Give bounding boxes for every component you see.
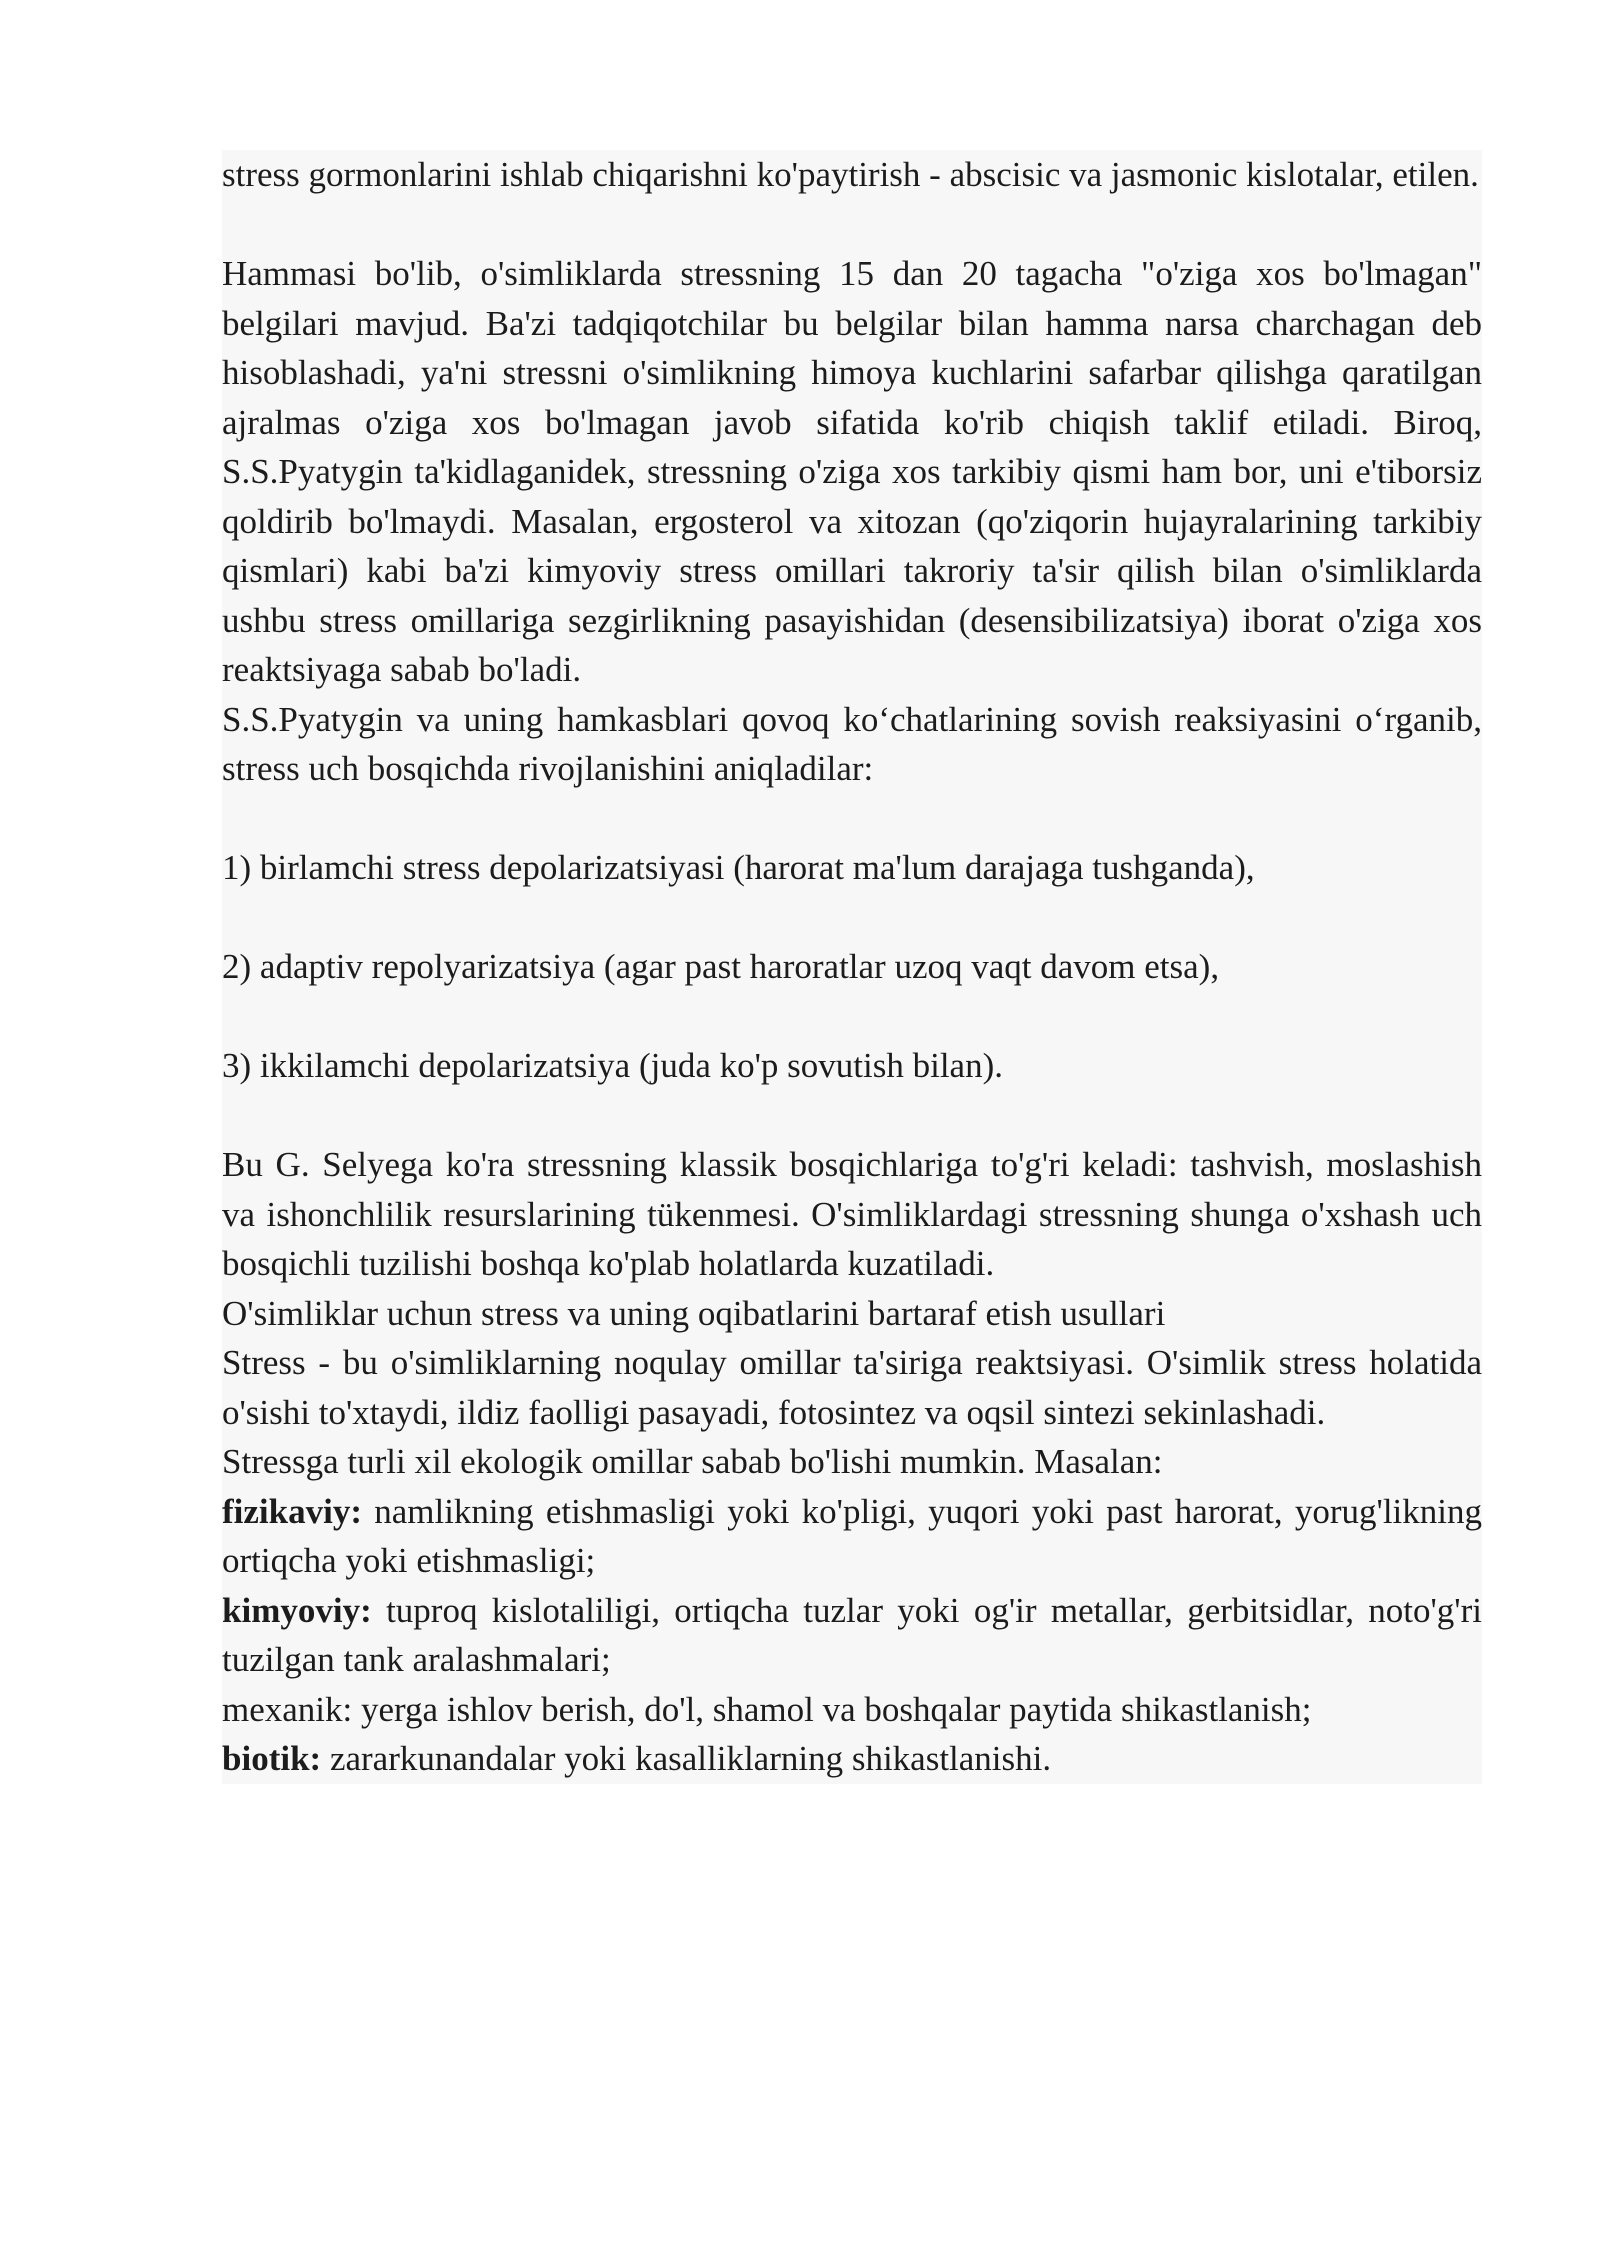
factor-text: namlikning etishmasligi yoki ko'pligi, yuqori yoki past harorat, yorug'likning ortiqcha yoki etishmasligi; (222, 1491, 1482, 1580)
paragraph: S.S.Pyatygin va uning hamkasblari qovoq ko‘chatlarining sovish reaksiyasini o‘rganib, stress uch bosqichda rivojlanishini aniqladilar: (222, 699, 1482, 788)
factor-label: kimyoviy: (222, 1590, 372, 1630)
paragraph-spacer (222, 992, 1482, 1042)
stage-item: 3) ikkilamchi depolarizatsiya (juda ko'p sovutish bilan). (222, 1046, 1003, 1085)
stage-item: 1) birlamchi stress depolarizatsiyasi (harorat ma'lum darajaga tushganda), (222, 848, 1255, 887)
paragraph: Stressga turli xil ekologik omillar sabab bo'lishi mumkin. Masalan: (222, 1442, 1163, 1481)
paragraph-spacer (222, 893, 1482, 943)
paragraph-spacer (222, 200, 1482, 250)
paragraph: Bu G. Selyega ko'ra stressning klassik bosqichlariga to'g'ri keladi: tashvish, moslashish va ishonchlilik resurslarining tükenmesi. O'simliklardagi stressning shunga o'xshash uch bosqichli tuzilishi boshqa ko'plab holatlarda kuzatiladi. (222, 1145, 1482, 1283)
paragraph: Hammasi bo'lib, o'simliklarda stressning 15 dan 20 tagacha "o'ziga xos bo'lmagan" belgilari mavjud. Ba'zi tadqiqotchilar bu belgilar bilan hamma narsa charchagan deb hisoblashadi, ya'ni stressni o'simlikning himoya kuchlarini safarbar qilishga qaratilgan ajralmas o'ziga xos bo'lmagan javob sifatida ko'rib chiqish taklif etiladi. Biroq, S.S.Pyatygin ta'kidlaganidek, stressning o'ziga xos tarkibiy qismi ham bor, uni e'tiborsiz qoldirib bo'lmaydi. Masalan, ergosterol va xitozan (qo'ziqorin hujayralarining tarkibiy qismlari) kabi ba'zi kimyoviy stress omillari takroriy ta'sir qilish bilan o'simliklarda ushbu stress omillariga sezgirlikning pasayishidan (desensibilizatsiya) iborat o'ziga xos reaktsiyaga sabab bo'ladi. (222, 254, 1482, 689)
factor-text: zararkunandalar yoki kasalliklarning shikastlanishi. (321, 1739, 1052, 1778)
paragraph-spacer (222, 1091, 1482, 1141)
factor-mechanical: mexanik: yerga ishlov berish, do'l, shamol va boshqalar paytida shikastlanish; (222, 1689, 1312, 1729)
stage-item: 2) adaptiv repolyarizatsiya (agar past haroratlar uzoq vaqt davom etsa), (222, 947, 1220, 986)
factor-biotic (222, 1734, 1482, 1784)
paragraph-spacer (222, 794, 1482, 844)
document-body (222, 150, 1482, 1784)
paragraph: stress gormonlarini ishlab chiqarishni ko'paytirish - abscisic va jasmonic kislotalar, etilen. (222, 155, 1479, 194)
factor-label: fizikaviy: (222, 1491, 362, 1531)
paragraph: Stress - bu o'simliklarning noqulay omillar ta'siriga reaktsiyasi. O'simlik stress holatida o'sishi to'xtaydi, ildiz faolligi pasayadi, fotosintez va oqsil sintezi sekinlashadi. (222, 1343, 1482, 1432)
factor-physical (222, 1487, 1482, 1586)
section-heading: O'simliklar uchun stress va uning oqibatlarini bartaraf etish usullari (222, 1293, 1166, 1333)
factor-text: tuproq kislotaliligi, ortiqcha tuzlar yoki og'ir metallar, gerbitsidlar, noto'g'ri tuzilgan tank aralashmalari; (222, 1590, 1482, 1679)
factor-label: biotik: (222, 1739, 322, 1778)
factor-chemical (222, 1586, 1482, 1685)
